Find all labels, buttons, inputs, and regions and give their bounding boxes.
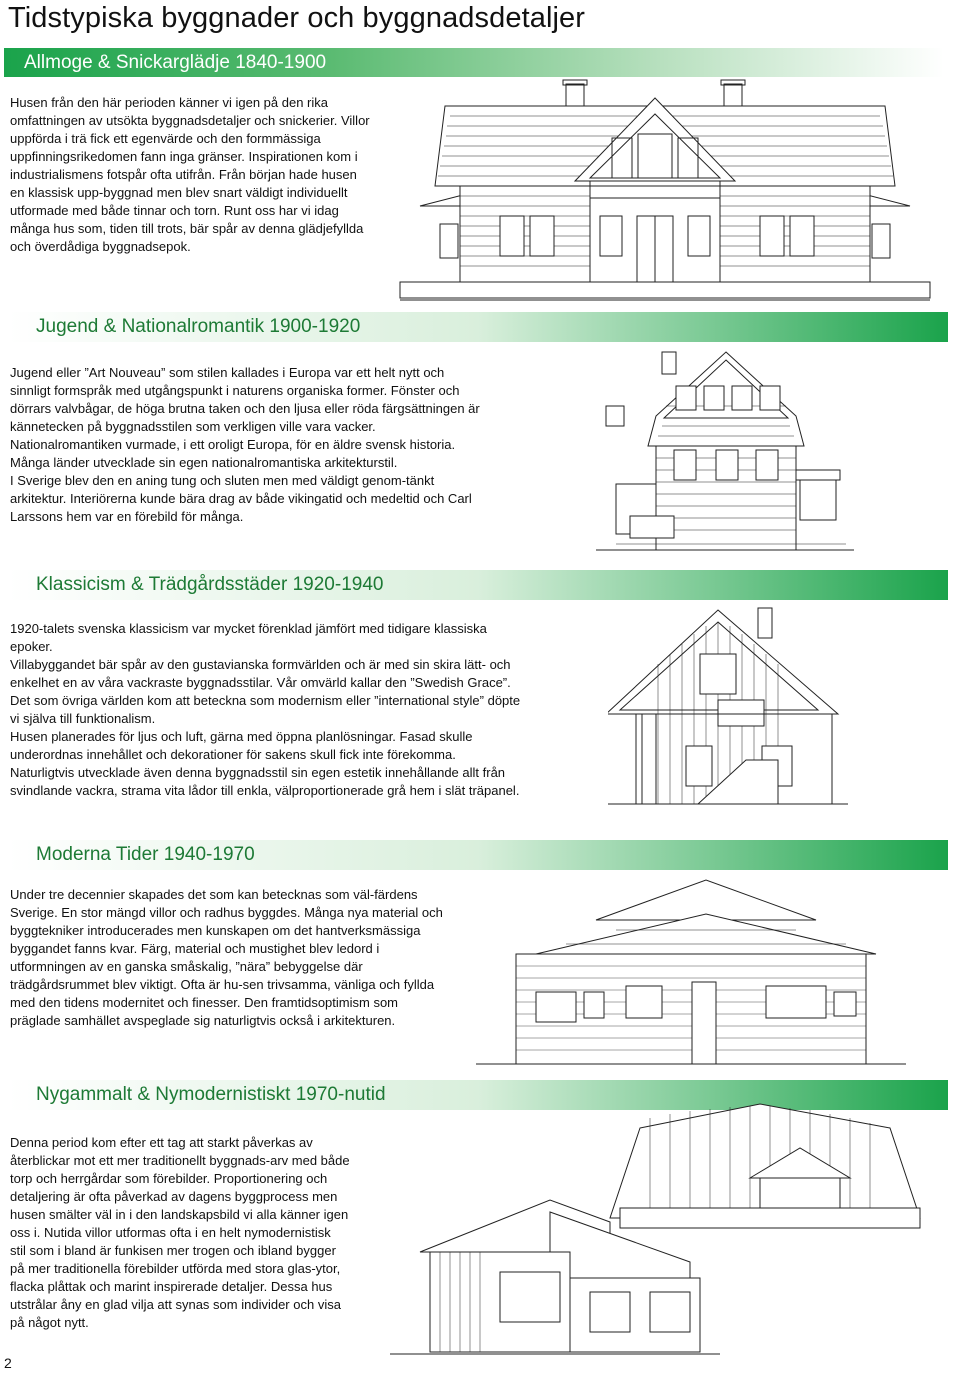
paragraph: Denna period kom efter ett tag att starkt påverkas av återblickar mot ett mer traditionellt byggnads-arv med både torp och herrgårdar som förebilder. Proportionering och detaljering är ofta påverkad av dagens byggprocess men husen smälter väl in i den landskapsbild vi alla känner igen oss i. Nutida villor utformas ofta i en helt nymodernistisk stil som i bland är funkisen mer trogen och ibland bygger på mer traditionella förebilder utförda med stora glas-ytor, flacka plåttak och marint inspirerade detaljer. Dessa hus utstrålar åny en glad vilja att synas som individer och visa på något nytt. — [10, 1135, 350, 1330]
illustration-moderna-house — [476, 874, 906, 1074]
illustration-jugend-house — [596, 346, 860, 556]
page-title: Tidstypiska byggnader och byggnadsdetaljer — [8, 2, 586, 34]
illustration-allmoge-house — [380, 76, 950, 302]
paragraph: Husen planerades för ljus och luft, gärna med öppna planlösningar. Fasad skulle underordnas innehållet och dekorationer för sakens skull fick inte förekomma. — [10, 729, 473, 762]
section-heading-klassicism-label: Klassicism & Trädgårdsstäder 1920-1940 — [36, 574, 384, 595]
section-heading-jugend-label: Jugend & Nationalromantik 1900-1920 — [36, 316, 361, 337]
section-text-jugend — [10, 364, 480, 526]
section-text-klassicism — [10, 620, 530, 800]
paragraph: Naturligtvis utvecklade även denna byggnadsstil sin egen estetik innehållande allt från svindlande vackra, strama vita lådor till enkla, välproportionerade grå hem i slät träpanel. — [10, 765, 520, 798]
section-heading-klassicism — [8, 570, 948, 600]
section-heading-allmoge: Allmoge & Snickarglädje 1840-1900 — [4, 48, 944, 77]
paragraph: Jugend eller ”Art Nouveau” som stilen kallades i Europa var ett helt nytt och sinnligt formspråk med utgångspunkt i naturens organiska former. Fönster och dörrars valvbågar, de höga brutna taken och den ljusa eller röda färgsättningen är kännetecken på byggnadsstilen som verkligen ville vara vacker. Nationalromantiken vurmade, i ett oroligt Europa, för en äldre svensk historia. — [10, 365, 480, 452]
section-heading-nygammalt-label: Nygammalt & Nymodernistiskt 1970-nutid — [36, 1084, 386, 1105]
section-text-moderna — [10, 886, 450, 1030]
paragraph: 1920-talets svenska klassicism var mycket förenklad jämfört med tidigare klassiska epoker. — [10, 621, 487, 654]
paragraph: Husen från den här perioden känner vi igen på den rika omfattningen av utsökta byggnadsdetaljer och snickerier. Villor uppförda i trä fick ett egenvärde och den formmässiga uppfinningsrikedomen fann inga gränser. Inspirationen kom i industrialismens fotspår ofta utifrån. Från början hade husen en klassisk upp-byggnad men blev snart väldigt individuellt utformade med både tinnar och torn. Runt oss har vi idag många hus som, tiden till trots, bär spår av denna glädjefyllda och överdådiga byggnadsepok. — [10, 95, 370, 254]
paragraph: Många länder utvecklade sin egen nationalromantiska arkitekturstil. — [10, 455, 398, 470]
section-text-allmoge — [10, 94, 370, 256]
paragraph: I Sverige blev den en aning tung och sluten men med väldigt genom-tänkt arkitektur. Interiörerna kunde bära drag av både vikingatid och medeltid och Carl Larssons hem var en förebild för många. — [10, 473, 472, 524]
paragraph: Villabyggandet bär spår av den gustavianska formvärlden och är med sin skira lätt- och enkelhet en av våra vackraste byggnadsstilar. Vår omvärld kallar den ”Swedish Grace”. Det som övriga världen kom att beteckna som modernism eller ”international style” döpte vi själva till funktionalism. — [10, 657, 521, 726]
illustration-nygammalt-house-lower — [390, 1182, 720, 1362]
section-heading-moderna-label: Moderna Tider 1940-1970 — [36, 844, 255, 865]
page-number: 2 — [4, 1355, 12, 1371]
paragraph: Under tre decennier skapades det som kan betecknas som väl-färdens Sverige. En stor mängd villor och radhus byggdes. Många nya material och byggtekniker introducerades men kunskapen om det hantverksmässiga byggandet fanns kvar. Färg, material och mustighet blev ledord i utformningen av en ganska småskalig, ”nära” bebyggelse där trädgårdsrummet blev viktigt. Ofta är hu-sen trivsamma, vänliga och fyllda med den tidens modernitet och finesser. Den framtidsoptimism som präglade samhället avspeglade sig naturligtvis också i arkitekturen. — [10, 887, 443, 1028]
section-text-nygammalt — [10, 1134, 350, 1332]
illustration-klassicism-house — [608, 604, 858, 826]
section-heading-moderna — [8, 840, 948, 870]
section-heading-jugend — [8, 312, 948, 342]
